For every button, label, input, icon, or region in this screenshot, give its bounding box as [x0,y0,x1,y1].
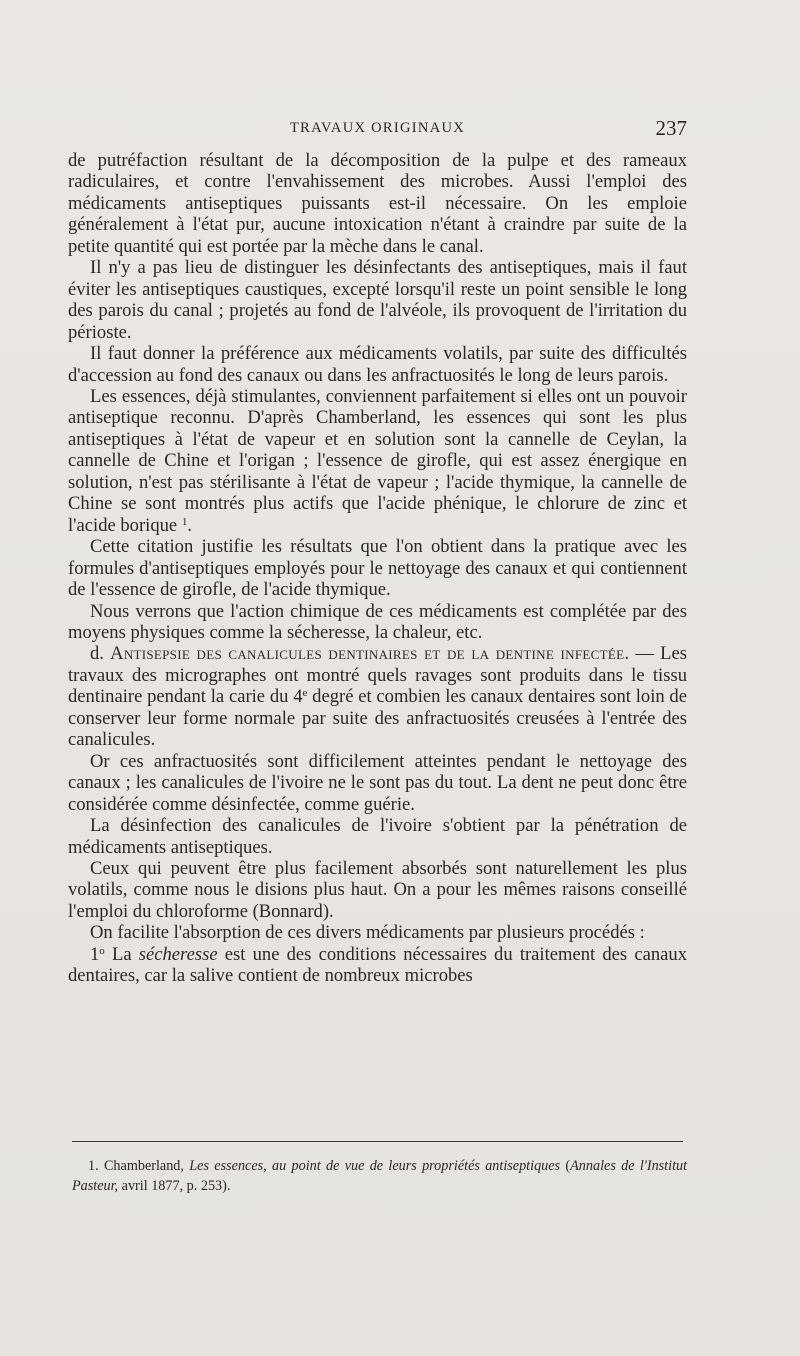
footnote-rule [72,1141,683,1142]
ordinal-superscript: e [302,687,308,700]
page-header [68,116,687,140]
paragraph: Il n'y a pas lieu de distinguer les désinfectants des antiseptiques, mais il faut éviter les antiseptiques caustiques, excepté lorsqu'il reste un point sensible le long des parois du canal ; projetés au fond de l'alvéole, ils provoquent de l'irritation du périoste. [68,257,687,343]
footnote-author: Chamberland, [103,1158,184,1174]
paragraph-text: — Les travaux des micrographes ont montré quels ravages sont produits dans le tissu dentinaire pendant la carie du 4 [68,643,687,708]
paragraph: Nous verrons que l'action chimique de ces médicaments est complétée par des moyens physiques comme la sécheresse, la chaleur, etc. [68,600,687,643]
paragraph-text: La [104,943,139,965]
section-heading: Antisepsie des canalicules dentinaires et de la dentine infectée. [110,643,630,665]
paragraph: On facilite l'absorption de ces divers médicaments par plusieurs procédés : [90,922,645,944]
section-paragraph [68,643,687,750]
footnote-open-paren: ( [565,1158,571,1174]
paragraph: de putréfaction résultant de la décomposition de la pulpe et des rameaux radiculaires, et contre l'envahissement des microbes. Aussi l'emploi des médicaments antiseptiques puissants est-il nécessaire. On les emploie généralement à l'état pur, aucune intoxication n'étant à craindre par suite de la petite quantité qui est portée par la mèche dans le canal. [68,150,687,257]
paragraph-text: Les essences, déjà stimulantes, conviennent parfaitement si elles ont un pouvoir antiseptique reconnu. D'après Chamberland, les essences qui sont les plus antiseptiques à l'état de vapeur et en solution sont la cannelle de Ceylan, la cannelle de Chine et l'origan ; l'essence de girofle, qui est assez énergique en solution, n'est pas stérilisante à l'état de vapeur ; l'acide thymique, la cannelle de Chine se sont montrés plus actifs que l'acide phénique, le chlorure de zinc et l'acide borique [68,385,687,536]
paragraph: Cette citation justifie les résultats que l'on obtient dans la pratique avec les formules d'antiseptiques employés pour le nettoyage des canaux et qui contiennent de l'essence de girofle, de l'acide thymique. [68,536,687,601]
paragraph [68,386,687,536]
footnote-number: 1. [88,1158,99,1174]
footnote-title: Les essences, au point de vue de leurs propriétés antiseptiques [189,1158,561,1174]
footnote-reference: 1 [181,515,188,528]
page-number: 237 [655,116,687,140]
footnote-details: avril 1877, p. 253). [121,1178,231,1194]
footnote-journal: Annales de l'Institut Pasteur, [72,1158,688,1194]
footnote [72,1156,687,1196]
paragraph: Il faut donner la préférence aux médicaments volatils, par suite des difficultés d'accession au fond des canaux ou dans les anfractuosités le long de leurs parois. [68,343,687,386]
section-letter: d. [90,643,104,665]
paragraph-text: est une des conditions nécessaires du traitement des canaux dentaires, car la salive contient de nombreux microbes [68,943,687,987]
paragraph-end: . [187,514,192,536]
paragraph [68,944,687,987]
paragraph: Ceux qui peuvent être plus facilement absorbés sont naturellement les plus volatils, comme nous le disions plus haut. On a pour les mêmes raisons conseillé l'emploi du chloroforme (Bonnard). [68,857,687,922]
emphasis: sécheresse [138,943,218,965]
body-text [68,150,687,987]
ordinal-superscript: o [99,944,105,957]
paragraph-text: degré et combien les canaux dentaires sont loin de conserver leur forme normale par suite des anfractuosités creusées à l'entrée des canalicules. [68,686,687,751]
paragraph: Or ces anfractuosités sont difficilement atteintes pendant le nettoyage des canaux ; les canalicules de l'ivoire ne le sont pas du tout. La dent ne peut donc être considérée comme désinfectée, comme guérie. [68,750,687,815]
paragraph: La désinfection des canalicules de l'ivoire s'obtient par la pénétration de médicaments antiseptiques. [68,815,687,858]
running-title: TRAVAUX ORIGINAUX [289,120,466,136]
list-number: 1 [90,943,100,965]
